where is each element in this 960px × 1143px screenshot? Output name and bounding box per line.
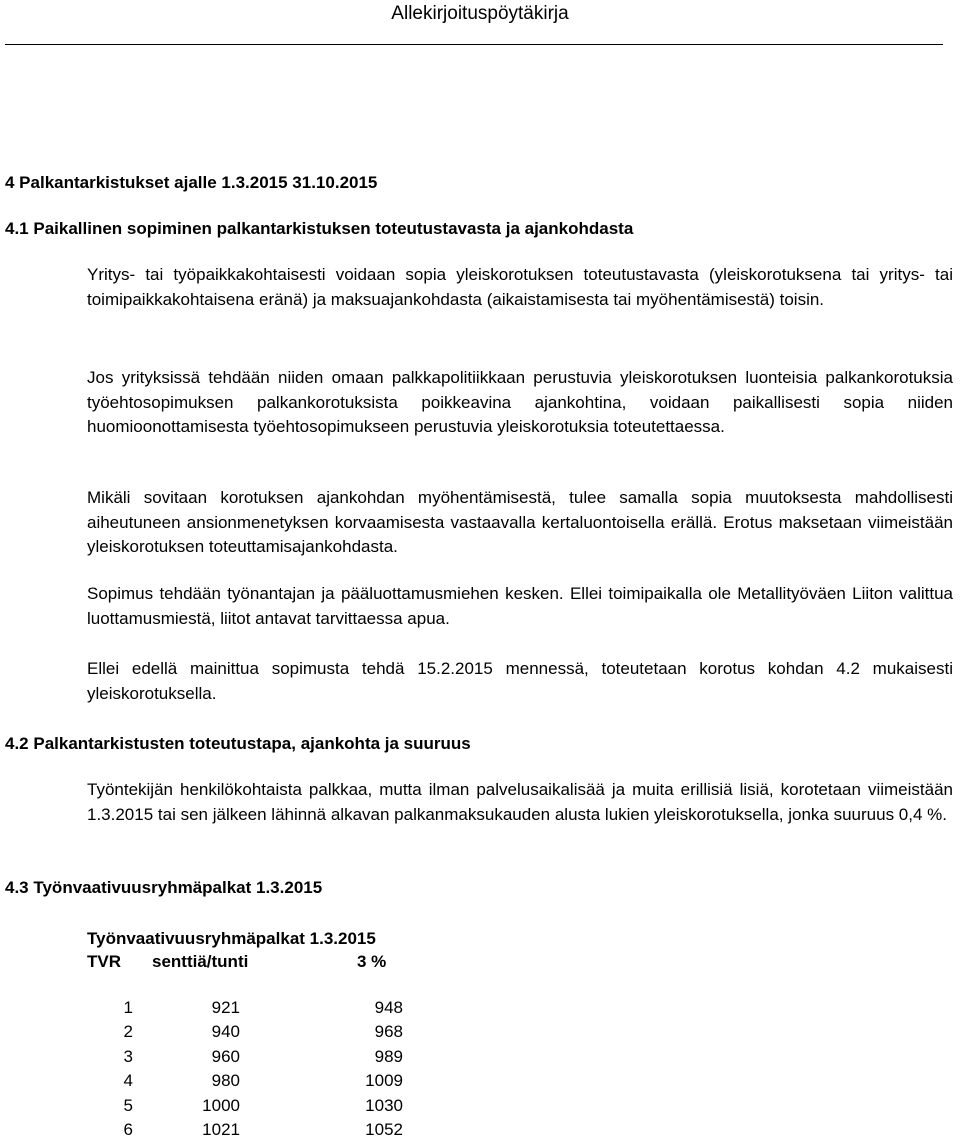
section-4-1-heading: 4.1 Paikallinen sopiminen palkantarkistuksen toteutustavasta ja ajankohdasta (5, 219, 634, 238)
table-cell-3-percent: 989 (374, 1046, 403, 1066)
section-4-3-heading: 4.3 Työnvaativuusryhmäpalkat 1.3.2015 (5, 878, 323, 897)
table-cell-tvr: 5 (123, 1095, 133, 1115)
table-cell-3-percent: 968 (374, 1022, 403, 1042)
table-header-tvr: TVR (87, 952, 121, 971)
table-cell-cents: 940 (211, 1022, 240, 1042)
table-cell-3-percent: 1052 (365, 1120, 403, 1139)
header-divider (5, 44, 943, 45)
paragraph-agreement-parties: Sopimus tehdään työnantajan ja pääluottamusmiehen kesken. Ellei toimipaikalla ole Metallityöväen Liiton valittua luottamusmiestä, liitot antavat tarvittaessa apua. (87, 584, 953, 628)
table-cell-cents: 960 (211, 1046, 240, 1066)
table-cell-cents: 980 (211, 1071, 240, 1091)
table-cell-3-percent: 1030 (365, 1095, 403, 1115)
paragraph-postponement: Mikäli sovitaan korotuksen ajankohdan myöhentämisestä, tulee samalla sopia muutoksesta mahdollisesti aiheutuneen ansionmenetyksen korvaamisesta vastaavalla kertaluontoisella erällä. Erotus maksetaan viimeistään yleiskorotuksen toteuttamisajankohdasta. (87, 488, 953, 556)
table-cell-cents: 1000 (202, 1095, 240, 1115)
table-cell-cents: 921 (211, 998, 240, 1017)
table-cell-tvr: 3 (123, 1046, 133, 1066)
table-header-cents: senttiä/tunti (152, 952, 249, 971)
table-cell-cents: 1021 (202, 1120, 240, 1139)
page-header-title: Allekirjoituspöytäkirja (391, 3, 569, 24)
table-cell-tvr: 2 (123, 1022, 133, 1042)
section-4-2-heading: 4.2 Palkantarkistusten toteutustapa, ajankohta ja suuruus (5, 734, 471, 753)
table-cell-tvr: 4 (123, 1071, 133, 1091)
paragraph-deadline: Ellei edellä mainittua sopimusta tehdä 15.2.2015 mennessä, toteutetaan korotus kohdan 4.2 mukaisesti yleiskorotuksella. (87, 659, 953, 703)
table-title: Työnvaativuusryhmäpalkat 1.3.2015 (87, 929, 376, 948)
paragraph-general-raise: Työntekijän henkilökohtaista palkkaa, mutta ilman palvelusaikalisää ja muita erillisiä lisiä, korotetaan viimeistään 1.3.2015 tai sen jälkeen lähinnä alkavan palkanmaksukauden alusta lukien yleiskorotuksella, jonka suuruus 0,4 %. (87, 780, 953, 824)
table-cell-3-percent: 948 (374, 998, 403, 1017)
section-4-heading: 4 Palkantarkistukset ajalle 1.3.2015 31.10.2015 (5, 173, 378, 192)
table-cell-3-percent: 1009 (365, 1071, 403, 1091)
table-cell-tvr: 6 (123, 1120, 133, 1139)
paragraph-company-raises: Jos yrityksissä tehdään niiden omaan palkkapolitiikkaan perustuvia yleiskorotuksen luonteisia palkankorotuksia työehtosopimuksen palkankorotuksista poikkeavina ajankohtina, voidaan paikallisesti sopia niiden huomioonottamisesta työehtosopimukseen perustuvia yleiskorotuksia toteutettaessa. (87, 368, 953, 436)
paragraph-local-agreement: Yritys- tai työpaikkakohtaisesti voidaan sopia yleiskorotuksen toteutustavasta (yleiskorotuksena tai yritys- tai toimipaikkakohtaisena eränä) ja maksuajankohdasta (aikaistamisesta tai myöhentämisestä) toisin. (87, 265, 953, 309)
table-cell-tvr: 1 (123, 998, 133, 1017)
table-header-3-percent: 3 % (357, 952, 387, 971)
